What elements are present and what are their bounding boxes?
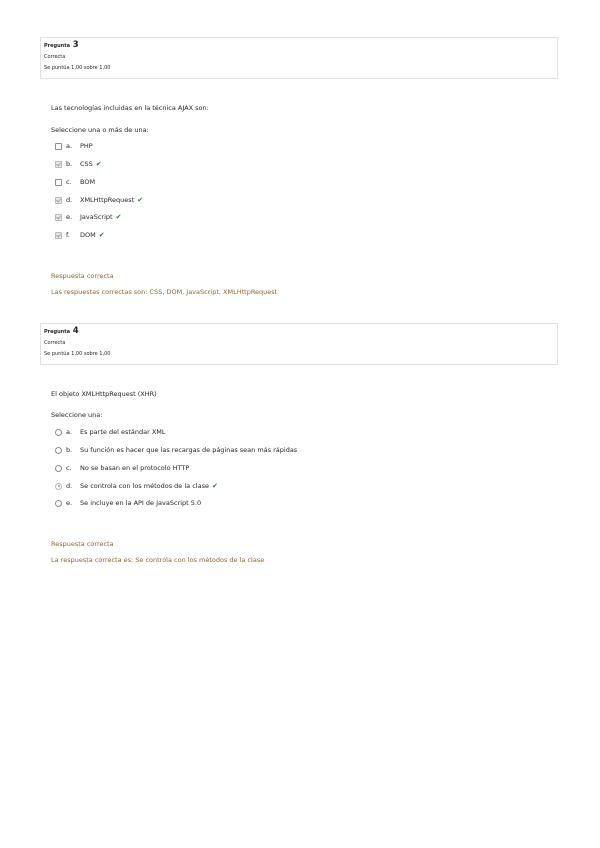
question-3-feedback-title: Respuesta correcta — [51, 272, 114, 280]
option-text: BOM — [80, 178, 96, 186]
q4-option-a[interactable] — [55, 427, 166, 437]
option-letter: d. — [66, 482, 73, 490]
question-4-prompt: Seleccione una: — [51, 411, 103, 419]
checkbox-checked-icon[interactable] — [55, 161, 62, 168]
radio-icon[interactable] — [55, 500, 62, 507]
q3-option-e[interactable] — [55, 212, 121, 222]
q4-option-e[interactable] — [55, 498, 201, 508]
option-text: CSS — [80, 160, 93, 168]
checkbox-icon[interactable] — [55, 143, 62, 150]
question-4-grade: Se puntúa 1,00 sobre 1,00 — [44, 351, 111, 357]
q3-option-c[interactable] — [55, 177, 95, 187]
checkbox-checked-icon[interactable] — [55, 232, 62, 239]
question-4-number — [44, 327, 557, 337]
option-letter: d. — [66, 196, 73, 204]
question-3-prompt: Seleccione una o más de una: — [51, 126, 149, 134]
question-number-value: 4 — [72, 326, 79, 336]
option-letter: a. — [66, 428, 73, 436]
option-letter: e. — [66, 499, 73, 507]
option-text: Es parte del estándar XML — [80, 428, 166, 436]
q3-option-a[interactable] — [55, 141, 93, 151]
option-text: Se incluye en la API de JavaScript 5.0 — [80, 499, 202, 507]
question-4-text: El objeto XMLHttpRequest (XHR) — [51, 390, 157, 398]
option-letter: c. — [66, 178, 72, 186]
question-3-number — [44, 41, 557, 51]
option-text: PHP — [80, 142, 93, 150]
radio-icon[interactable] — [55, 429, 62, 436]
correct-check-icon: ✔ — [115, 213, 122, 221]
checkbox-icon[interactable] — [55, 179, 62, 186]
correct-check-icon: ✔ — [95, 160, 102, 168]
radio-icon[interactable] — [55, 465, 62, 472]
radio-icon[interactable] — [55, 447, 62, 454]
option-text: XMLHttpRequest — [80, 196, 135, 204]
question-4-feedback-title: Respuesta correcta — [51, 540, 114, 548]
option-text: No se basan en el protocolo HTTP — [80, 464, 190, 472]
correct-check-icon: ✔ — [211, 482, 218, 490]
question-label: Pregunta — [44, 329, 70, 335]
question-label: Pregunta — [44, 43, 70, 49]
option-letter: e. — [66, 213, 73, 221]
question-3-state: Correcta — [44, 54, 66, 60]
checkbox-checked-icon[interactable] — [55, 214, 62, 221]
question-3-grade: Se puntúa 1,00 sobre 1,00 — [44, 65, 111, 71]
question-3-text: Las tecnologías incluidas en la técnica AJAX son: — [51, 104, 209, 112]
option-text: Su función es hacer que las recargas de páginas sean más rápidas — [80, 446, 298, 454]
option-letter: a. — [66, 142, 73, 150]
correct-check-icon: ✔ — [98, 231, 105, 239]
option-letter: b. — [66, 160, 73, 168]
radio-selected-icon[interactable] — [55, 483, 62, 490]
q3-option-f[interactable] — [55, 230, 105, 240]
option-text: DOM — [80, 231, 96, 239]
option-text: JavaScript — [80, 213, 113, 221]
option-letter: b. — [66, 446, 73, 454]
checkbox-checked-icon[interactable] — [55, 197, 62, 204]
q4-option-d[interactable] — [55, 481, 218, 491]
option-letter: c. — [66, 464, 72, 472]
q4-option-c[interactable] — [55, 463, 189, 473]
option-text: Se controla con los métodos de la clase — [80, 482, 209, 490]
question-4-state: Correcta — [44, 340, 66, 346]
question-4-right-answer: La respuesta correcta es: Se controla con los métodos de la clase — [51, 556, 265, 564]
q4-option-b[interactable] — [55, 445, 297, 455]
question-number-value: 3 — [72, 40, 79, 50]
correct-check-icon: ✔ — [137, 196, 144, 204]
q3-option-b[interactable] — [55, 159, 102, 169]
question-3-info — [40, 37, 558, 79]
question-3-right-answer: Las respuestas correctas son: CSS, DOM, JavaScript, XMLHttpRequest — [51, 288, 278, 296]
question-4-info — [40, 323, 558, 365]
option-letter: f. — [66, 231, 70, 239]
q3-option-d[interactable] — [55, 195, 143, 205]
